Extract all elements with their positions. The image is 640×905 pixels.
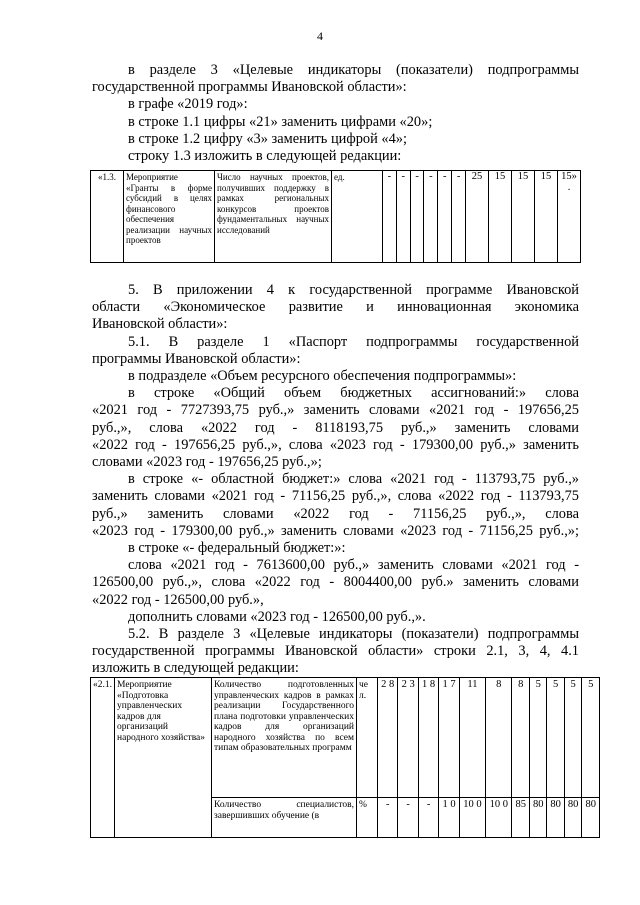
text-line: в строке «- областной бюджет:» слова «2021 год - 113793,75 руб.,» [128,471,579,488]
value-cell: 15 [489,171,512,263]
value-cell: 5 [582,678,600,798]
text-line: в строке 1.2 цифру «3» заменить цифрой «4»; [128,130,407,147]
value-cell: - [418,798,438,838]
text-line: в графе «2019 год»: [128,96,248,113]
value-cell: 2 8 [378,678,398,798]
text-line: в разделе 3 «Целевые индикаторы (показатели) подпрограммы [128,62,579,78]
value-cell: - [398,798,418,838]
section3-intro [92,62,579,165]
indicator-cell: Число научных проектов, получивших поддержку в рамках региональных конкурсов проектов фундаментальных научных исследований [215,171,332,263]
value-cell: 5 [529,678,546,798]
text-line: 126500,00 руб.,», слова «2022 год - 8004400,00 руб.» заменить словами [92,574,579,591]
value-cell: 2 3 [398,678,418,798]
indicator-cell: Количество подготовленных управленческих кадров в рамках реализации Государственного плана подготовки управленческих кадров для организаций народного хозяйства по всем типам образовательных программ [212,678,357,798]
text-line: руб.,», слова «2022 год - 8118193,75 руб.,» заменить словами [92,419,579,436]
value-cell: 5 [547,678,564,798]
text-line: руб.,» заменить словами «2022 год - 71156,25 руб.,», слова [92,505,579,522]
value-cell: - [410,171,424,263]
value-cell: 8 [486,678,512,798]
text-line: строку 1.3 изложить в следующей редакции: [128,148,402,165]
value-cell: - [396,171,410,263]
text-line: дополнить словами «2023 год - 126500,00 руб.,». [128,608,426,625]
text-line: изложить в следующей редакции: [92,660,299,677]
value-cell: 10 0 [459,798,485,838]
value-cell: 15 [512,171,535,263]
row-number: «2.1. [91,678,115,838]
text-line: в строке «Общий объем бюджетных ассигнований:» слова [128,385,579,402]
value-cell [558,171,581,263]
value-cell: 80 [529,798,546,838]
text-line: «2022 год - 126500,00 руб.», [92,591,264,608]
text-line: 5. В приложении 4 к государственной программе Ивановской [128,282,579,298]
indicator-table-2-1 [90,677,600,838]
text-line: «2022 год - 197656,25 руб.,», слова «2023 год - 179300,00 руб.,» заменить [92,436,579,453]
section5 [92,282,579,678]
indicator-cell: Количество специалистов, завершивших обучение (в [212,798,357,838]
event-cell: Мероприятие «Гранты в форме субсидий в целях финансового обеспечения реализации научных проектов [124,171,215,263]
text-line: государственной программы Ивановской области»: [92,79,407,96]
text-line: словами «2023 год - 197656,25 руб.,»; [92,454,322,471]
value-cell: 80 [547,798,564,838]
value-cell: 1 0 [439,798,459,838]
text-line: заменить словами «2021 год - 71156,25 руб.,», слова «2022 год - 113793,75 [92,488,579,505]
unit-cell: ед. [332,171,383,263]
unit-cell: че л. [357,678,378,798]
value-tail: . [567,181,571,193]
value-cell: - [452,171,466,263]
value-cell: 8 [512,678,529,798]
value-cell: 25 [466,171,489,263]
unit-cell: % [357,798,378,838]
value-cell: - [424,171,438,263]
text-line: государственной программы Ивановской области» строки 2.1, 3, 4, 4.1 [92,643,579,660]
value-cell: 15 [535,171,558,263]
text-line: «2021 год - 7727393,75 руб.,» заменить словами «2021 год - 197656,25 [92,402,579,419]
indicator-table-1-3 [90,170,581,263]
text-line: области «Экономическое развитие и инновационная экономика [92,299,579,316]
text-line: Ивановской области»: [92,316,228,333]
value-cell: - [438,171,452,263]
value-cell: 1 7 [439,678,459,798]
page-number: 4 [317,29,323,43]
value-cell: - [383,171,397,263]
value-cell: 11 [459,678,485,798]
text-line: в строке «- федеральный бюджет:»: [128,540,346,557]
event-cell: Мероприятие «Подготовка управленческих кадров для организаций народного хозяйства» [115,678,212,838]
value-cell: 80 [582,798,600,838]
row-number: «1.3. [91,171,124,263]
value-cell: - [378,798,398,838]
text-line: 5.2. В разделе 3 «Целевые индикаторы (показатели) подпрограммы [128,626,579,643]
value-cell: 10 0 [486,798,512,838]
text-line: «2023 год - 179300,00 руб.,» заменить словами «2023 год - 71156,25 руб.,»; [92,522,579,539]
value-cell: 80 [564,798,581,838]
text-line: программы Ивановской области»: [92,350,301,367]
value-cell: 5 [564,678,581,798]
text-line: в строке 1.1 цифры «21» заменить цифрами «20»; [128,113,433,130]
text-line: слова «2021 год - 7613600,00 руб.,» заменить словами «2021 год - [128,557,579,574]
text-line: 5.1. В разделе 1 «Паспорт подпрограммы государственной [128,333,579,350]
value-cell: 85 [512,798,529,838]
value-text: 15» [561,171,577,182]
value-cell: 1 8 [418,678,438,798]
text-line: в подразделе «Объем ресурсного обеспечения подпрограммы»: [128,368,517,385]
